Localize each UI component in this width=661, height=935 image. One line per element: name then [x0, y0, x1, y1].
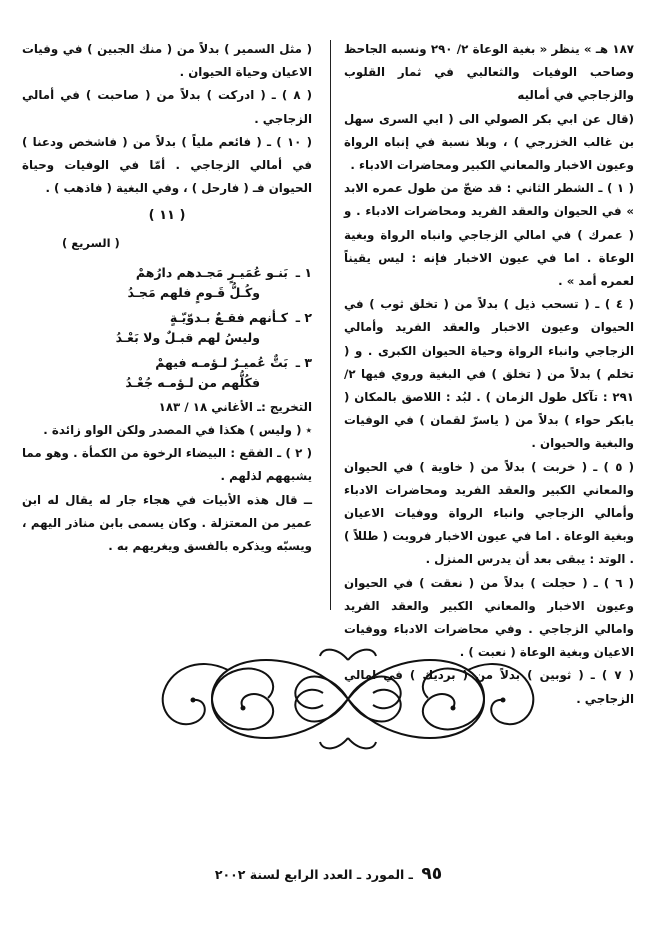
section-number: ( ١١ ) — [148, 208, 186, 224]
verse-first-hemistich: بَنـو عُمَيـرٍ مَجـدهم دارُهمْ — [135, 264, 288, 280]
decorative-ornament — [148, 640, 548, 758]
poem-verse — [22, 261, 312, 300]
verse-first-hemistich: كـأنهم فقـعٌ بـدوّيّـةٍ — [169, 309, 288, 325]
right-paragraph: ( ٦ ) ـ ( حجلت ) بدلاً من ( نعقت ) في الحيوان وعيون الاخبار والمعاني الكبير والعقد الفريد وامالي الزجاجي . وفي محاضرات الادباء ووفيات الاعيان وبغية الوعاة ( نعبت ) . — [344, 575, 634, 660]
left-note: ( ١٠ ) ـ ( فائعم ملياً ) بدلاً من ( فاشخص ودعنا ) في أمالي الزجاجي . أمّا في الوفيات وحياة الحيوان فـ ( فارحل ) ، وفي البغية ( فاذهب ) . — [22, 134, 313, 196]
takhrij-source: التخريج :ـ الأغاني ١٨ / ١٨٣ — [158, 399, 312, 414]
left-note: ــ قال هذه الأبيات في هجاء جار له يقال له ابن عمير من المعتزلة . وكان يسمى بابن مناذر اليهم ، ويسبّه ويذكره بالفسق ويغريهم به . — [22, 492, 312, 554]
right-paragraph: ( ٤ ) ـ ( تسحب ذيل ) بدلاً من ( تخلق ثوب ) في الحيوان وعيون الاخبار والعقد الفريد وأمالي الزجاجي وانباء الرواة وحياة الحيوان الكبرى . و ( تخلم ) بدلاً من ( تخلق ) في البغية وروي فيها ٢/ ٢٩١ : تآكل طول الزمان ) . لبُد : اللاصق بالمكان ( يابكر حواء ) بدلاً من ( ياسرّ لقمان ) في الوفيات والبغية والحيوان . — [344, 297, 634, 451]
poem-verse — [22, 306, 312, 345]
verse-number: ١ ـ — [295, 264, 312, 280]
right-column — [344, 38, 634, 711]
verse-first-hemistich: بَتٌّ عُميـرٌ لـؤمـه فيهمْ — [155, 354, 288, 370]
verse-second-hemistich: وكُـلُّ قَـومٍ فلهم مَجـدُ — [127, 284, 260, 300]
right-paragraph: ( ٥ ) ـ ( خربت ) بدلاً من ( خاوية ) في الحيوان والمعاني الكبير والعقد الفريد ومحاضرات الادباء وأمالي الزجاجي وانباء الرواة ووفيات الاعيان وبغية الوعاة . اما في عيون الاخبار فرويت ( طللاً ) . الوتد : يبقى بعد أن يدرس المنزل . — [344, 459, 635, 567]
right-paragraph: ( ٧ ) ـ ( ثوبين ) بدلاً من ( برديك ) في امالي الزجاجي . — [344, 668, 634, 706]
page-footer — [0, 864, 661, 884]
footer-dash: ـ — [408, 867, 413, 882]
left-note: ( مثل السمير ) بدلاً من ( منك الجبين ) في وفيات الاعيان وحياة الحيوان . — [22, 42, 312, 80]
poem-meter: ( السريع ) — [62, 235, 120, 250]
journal-info: المورد ـ العدد الرابع لسنة ٢٠٠٢ — [214, 867, 405, 882]
page-number: ٩٥ — [421, 864, 443, 884]
left-note: ٭ ( وليس ) هكذا في المصدر ولكن الواو زائدة . — [43, 423, 312, 438]
right-paragraph: ١٨٧ هـ » ينظر « بغية الوعاة ٢/ ٢٩٠ ونسبه الجاحظ وصاحب الوفيات والثعالبي في ثمار القلوب والزجاجي في أماليه — [344, 42, 634, 103]
right-paragraph: (قال عن ابي بكر الصولي الى ( ابي السرى سهل بن غالب الخزرجي ) ، وبلا نسبة في إنباه الرواة وعيون الاخبار والمعاني الكبير ومحاضرات الادباء . — [344, 111, 634, 173]
verse-second-hemistich: فكُلُّهم من لـؤمـه جُعْـدُ — [125, 374, 260, 390]
left-note: ( ٢ ) ـ الفقع : البيضاء الرخوة من الكمأة . وهو مما يشبههم لذلهم . — [22, 446, 312, 484]
left-note: ( ٨ ) ـ ( ادركت ) بدلاً من ( صاحبت ) في أمالي الزجاجي . — [22, 88, 312, 126]
left-column — [22, 38, 312, 558]
verse-number: ٢ ـ — [295, 309, 312, 325]
column-divider — [330, 40, 331, 610]
verse-number: ٣ ـ — [295, 354, 312, 370]
right-paragraph: ( ١ ) ـ الشطر الثاني : قد ضجّ من طول عمره الابد » في الحيوان والعقد الفريد ومحاضرات الادباء . و ( عمرك ) في امالي الزجاجي وانباه الرواة وبغية الوعاة . اما في عيون الاخبار فإنه : ليس يقيناً لعمره أمد » . — [344, 181, 635, 289]
verse-second-hemistich: وليسُ لهم قبـلٌ ولا بَعْـدُ — [115, 329, 260, 345]
poem-verse — [22, 351, 312, 390]
